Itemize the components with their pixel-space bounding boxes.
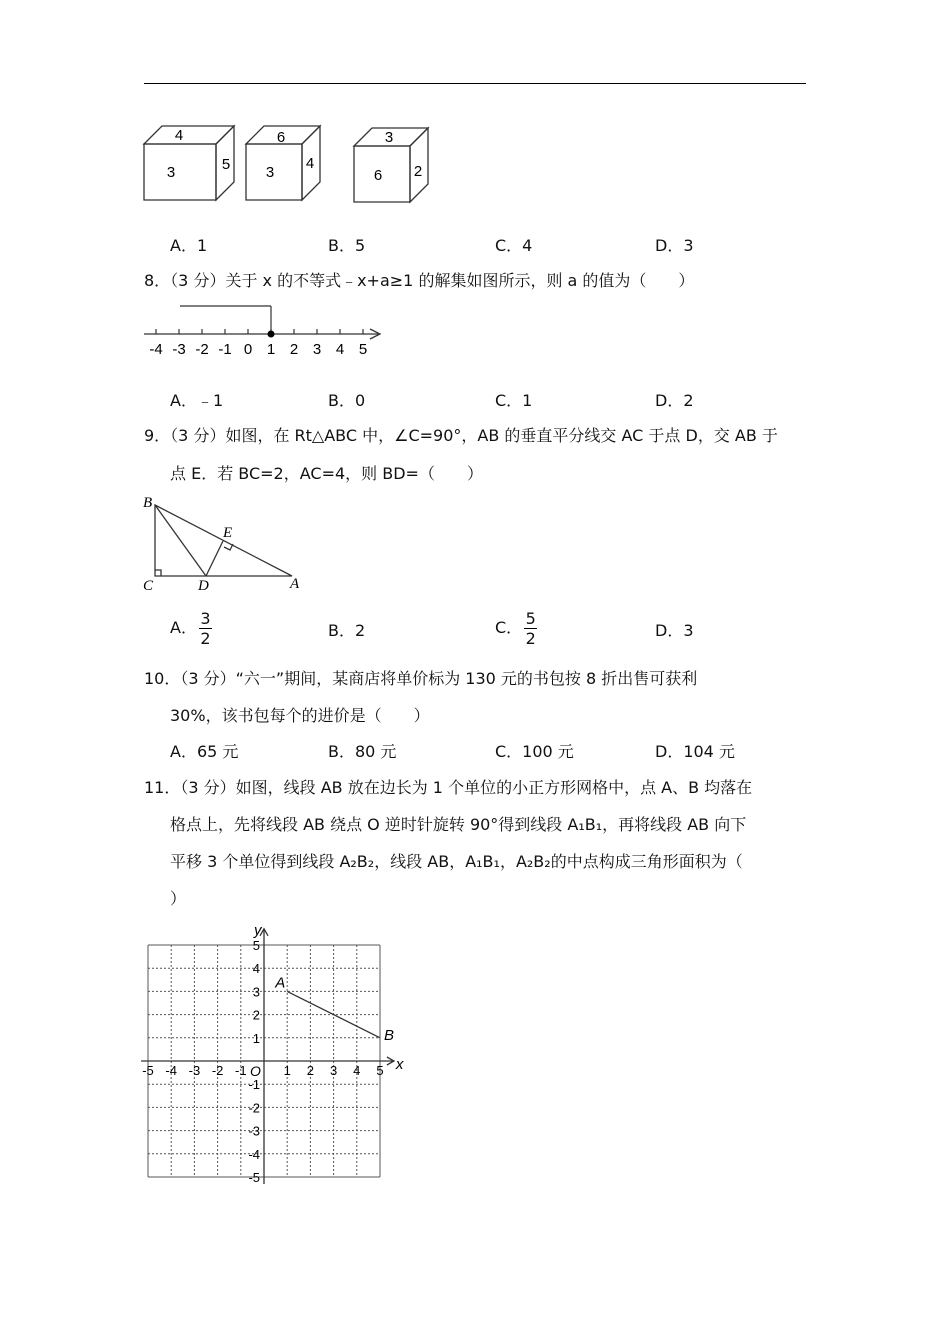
fraction-numerator: 5 xyxy=(525,609,536,628)
y-tick-label: 3 xyxy=(252,984,260,1000)
q11-stem-line1: 11．（3 分）如图，线段 AB 放在边长为 1 个单位的小正方形网格中，点 A、B 均落在 xyxy=(144,778,753,797)
point-a-label: A xyxy=(275,974,286,992)
y-tick-label: 1 xyxy=(252,1030,260,1046)
q9-stem-line2: 点 E．若 BC=2，AC=4，则 BD=（ ） xyxy=(170,464,483,483)
label-point-c: C xyxy=(143,578,154,594)
q10-option-b: B．80 元 xyxy=(328,742,397,761)
cube-figures xyxy=(140,122,440,204)
q7-option-c: C．4 xyxy=(495,236,533,255)
x-tick-label: -3 xyxy=(188,1063,201,1078)
cube-1-front: 3 xyxy=(166,164,176,181)
x-tick-label: 4 xyxy=(353,1063,361,1078)
q10-option-c: C．100 元 xyxy=(495,742,574,761)
nl-tick: 5 xyxy=(358,341,368,358)
label-point-d: D xyxy=(198,578,209,594)
q10-option-d: D．104 元 xyxy=(655,742,735,761)
x-tick-label: 5 xyxy=(376,1063,384,1078)
nl-tick: -2 xyxy=(195,341,209,358)
x-tick-label: 1 xyxy=(283,1063,291,1078)
cube-2-side: 4 xyxy=(305,155,315,172)
x-tick-label: -5 xyxy=(142,1063,154,1078)
q7-option-d: D．3 xyxy=(655,236,694,255)
q9-option-a-prefix: A． xyxy=(170,618,197,637)
y-tick-label: 4 xyxy=(252,961,260,977)
label-point-e: E xyxy=(223,525,233,541)
y-tick-label: -4 xyxy=(248,1146,260,1162)
q9-option-a-fraction xyxy=(199,610,212,647)
cube-1-side: 5 xyxy=(221,156,231,173)
q11-coordinate-grid xyxy=(138,916,418,1186)
q8-option-d: D．2 xyxy=(655,391,694,410)
nl-tick: 2 xyxy=(289,341,299,358)
x-tick-label: 3 xyxy=(329,1063,338,1078)
y-tick-label: -3 xyxy=(248,1123,260,1139)
nl-tick: 4 xyxy=(335,341,345,358)
q8-stem: 8．（3 分）关于 x 的不等式﹣x+a≥1 的解集如图所示，则 a 的值为（ ） xyxy=(144,271,695,290)
q9-option-d: D．3 xyxy=(655,621,694,640)
cube-2 xyxy=(246,126,320,200)
cube-3-top: 3 xyxy=(384,129,394,146)
nl-tick: -4 xyxy=(149,341,163,358)
q9-stem-line1: 9．（3 分）如图，在 Rt△ABC 中，∠C=90°，AB 的垂直平分线交 AC 于点 D，交 AB 于 xyxy=(144,426,778,445)
q11-stem-line4: ） xyxy=(170,889,187,908)
label-point-a: A xyxy=(290,576,300,592)
cube-3-side: 2 xyxy=(413,163,423,180)
y-tick-label: 5 xyxy=(252,938,260,953)
q9-option-b: B．2 xyxy=(328,621,366,640)
nl-tick: 1 xyxy=(266,341,276,358)
y-axis-label: y xyxy=(254,921,262,939)
q10-stem-line2: 30%，该书包每个的进价是（ ） xyxy=(170,706,430,725)
q8-option-a: A．﹣1 xyxy=(170,391,224,410)
q9-option-c-prefix: C． xyxy=(495,618,523,637)
x-tick-label: -2 xyxy=(211,1063,224,1078)
cube-3 xyxy=(354,128,428,202)
q11-stem-line3: 平移 3 个单位得到线段 A₂B₂，线段 AB，A₁B₁，A₂B₂的中点构成三角形面积为（ xyxy=(170,852,743,871)
cube-2-front: 3 xyxy=(265,164,275,181)
x-tick-label: -1 xyxy=(235,1063,247,1078)
nl-tick: -3 xyxy=(172,341,186,358)
fraction-denominator: 2 xyxy=(525,629,536,648)
y-tick-label: -2 xyxy=(248,1100,260,1116)
cube-1-top: 4 xyxy=(174,127,184,144)
q9-option-c-fraction xyxy=(524,610,537,647)
cube-1 xyxy=(144,126,234,200)
x-tick-label: 2 xyxy=(306,1063,315,1078)
q11-stem-line2: 格点上，先将线段 AB 绕点 O 逆时针旋转 90°得到线段 A₁B₁，再将线段 AB 向下 xyxy=(170,815,747,834)
nl-tick: 0 xyxy=(243,341,253,358)
cube-3-front: 6 xyxy=(373,167,383,184)
fraction-denominator: 2 xyxy=(200,629,211,648)
q10-stem-line1: 10．（3 分）“六一”期间，某商店将单价标为 130 元的书包按 8 折出售可获利 xyxy=(144,669,698,688)
header-rule xyxy=(144,83,806,84)
q8-option-b: B．0 xyxy=(328,391,366,410)
q8-number-line xyxy=(140,300,390,362)
y-tick-label: 2 xyxy=(252,1007,260,1023)
y-tick-label: -1 xyxy=(248,1077,260,1093)
q9-option-c xyxy=(495,610,537,647)
q9-option-a xyxy=(170,610,212,647)
nl-tick: -1 xyxy=(218,341,232,358)
x-tick-label: -4 xyxy=(165,1063,177,1078)
cube-2-top: 6 xyxy=(276,129,286,146)
q8-option-c: C．1 xyxy=(495,391,533,410)
q7-option-a: A．1 xyxy=(170,236,208,255)
nl-tick: 3 xyxy=(312,341,322,358)
y-tick-label: -5 xyxy=(248,1170,260,1185)
x-axis-label: x xyxy=(395,1056,404,1073)
origin-label: O xyxy=(250,1063,261,1079)
q10-option-a: A．65 元 xyxy=(170,742,239,761)
point-b-label: B xyxy=(384,1026,395,1044)
q9-triangle-figure xyxy=(140,490,310,594)
solid-point-marker xyxy=(268,331,275,338)
label-point-b: B xyxy=(143,495,153,511)
q7-option-b: B．5 xyxy=(328,236,366,255)
fraction-numerator: 3 xyxy=(200,609,211,628)
